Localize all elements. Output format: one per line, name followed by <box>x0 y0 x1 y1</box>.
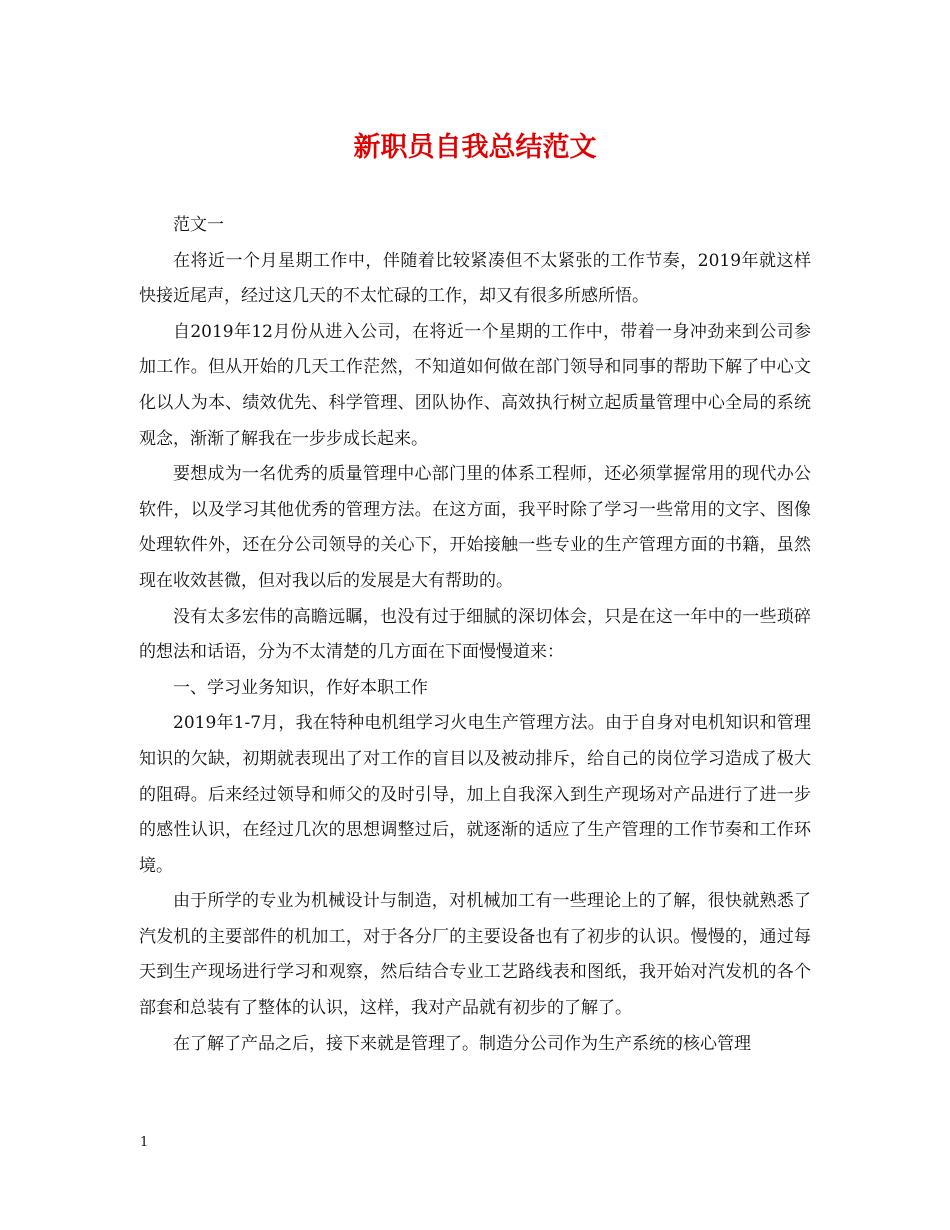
paragraph: 要想成为一名优秀的质量管理中心部门里的体系工程师，还必须掌握常用的现代办公软件，以及学习其他优秀的管理方法。在这方面，我平时除了学习一些常用的文字、图像处理软件外，还在分公司领导的关心下，开始接触一些专业的生产管理方面的书籍，虽然现在收效甚微，但对我以后的发展是大有帮助的。 <box>139 464 811 591</box>
paragraph: 范文一 <box>173 215 224 235</box>
section-heading: 一、学习业务知识，作好本职工作 <box>173 677 428 698</box>
paragraph: 由于所学的专业为机械设计与制造，对机械加工有一些理论上的了解，很快就熟悉了汽发机的主要部件的机加工，对于各分厂的主要设备也有了初步的认识。慢慢的，通过每天到生产现场进行学习和观察，然后结合专业工艺路线表和图纸，我开始对汽发机的各个部套和总装有了整体的认识，这样，我对产品就有初步的了解了。 <box>139 891 811 1019</box>
paragraph: 2019年1-7月，我在特种电机组学习火电生产管理方法。由于自身对电机知识和管理知识的欠缺，初期就表现出了对工作的盲目以及被动排斥，给自己的岗位学习造成了极大的阻碍。后来经过领导和师父的及时引导，加上自我深入到生产现场对产品进行了进一步的感性认识，在经过几次的思想调整过后，就逐渐的适应了生产管理的工作节奏和工作环境。 <box>139 713 811 876</box>
paragraph: 自2019年12月份从进入公司，在将近一个星期的工作中，带着一身冲劲来到公司参加工作。但从开始的几天工作茫然，不知道如何做在部门领导和同事的帮助下解了中心文化以人为本、绩效优先、科学管理、团队协作、高效执行树立起质量管理中心全局的系统观念，渐渐了解我在一步步成长起来。 <box>139 321 811 449</box>
paragraph: 在将近一个月星期工作中，伴随着比较紧凑但不太紧张的工作节奏，2019年就这样快接近尾声，经过这几天的不太忙碌的工作，却又有很多所感所悟。 <box>139 250 811 307</box>
paragraph: 在了解了产品之后，接下来就是管理了。制造分公司作为生产系统的核心管理 <box>173 1033 751 1054</box>
page-number: 1 <box>140 1135 149 1150</box>
paragraph: 没有太多宏伟的高瞻远瞩，也没有过于细腻的深切体会，只是在这一年中的一些琐碎的想法和话语，分为不太清楚的几方面在下面慢慢道来： <box>139 606 811 663</box>
page-title: 新职员自我总结范文 <box>353 132 597 163</box>
document-body <box>139 208 811 1062</box>
